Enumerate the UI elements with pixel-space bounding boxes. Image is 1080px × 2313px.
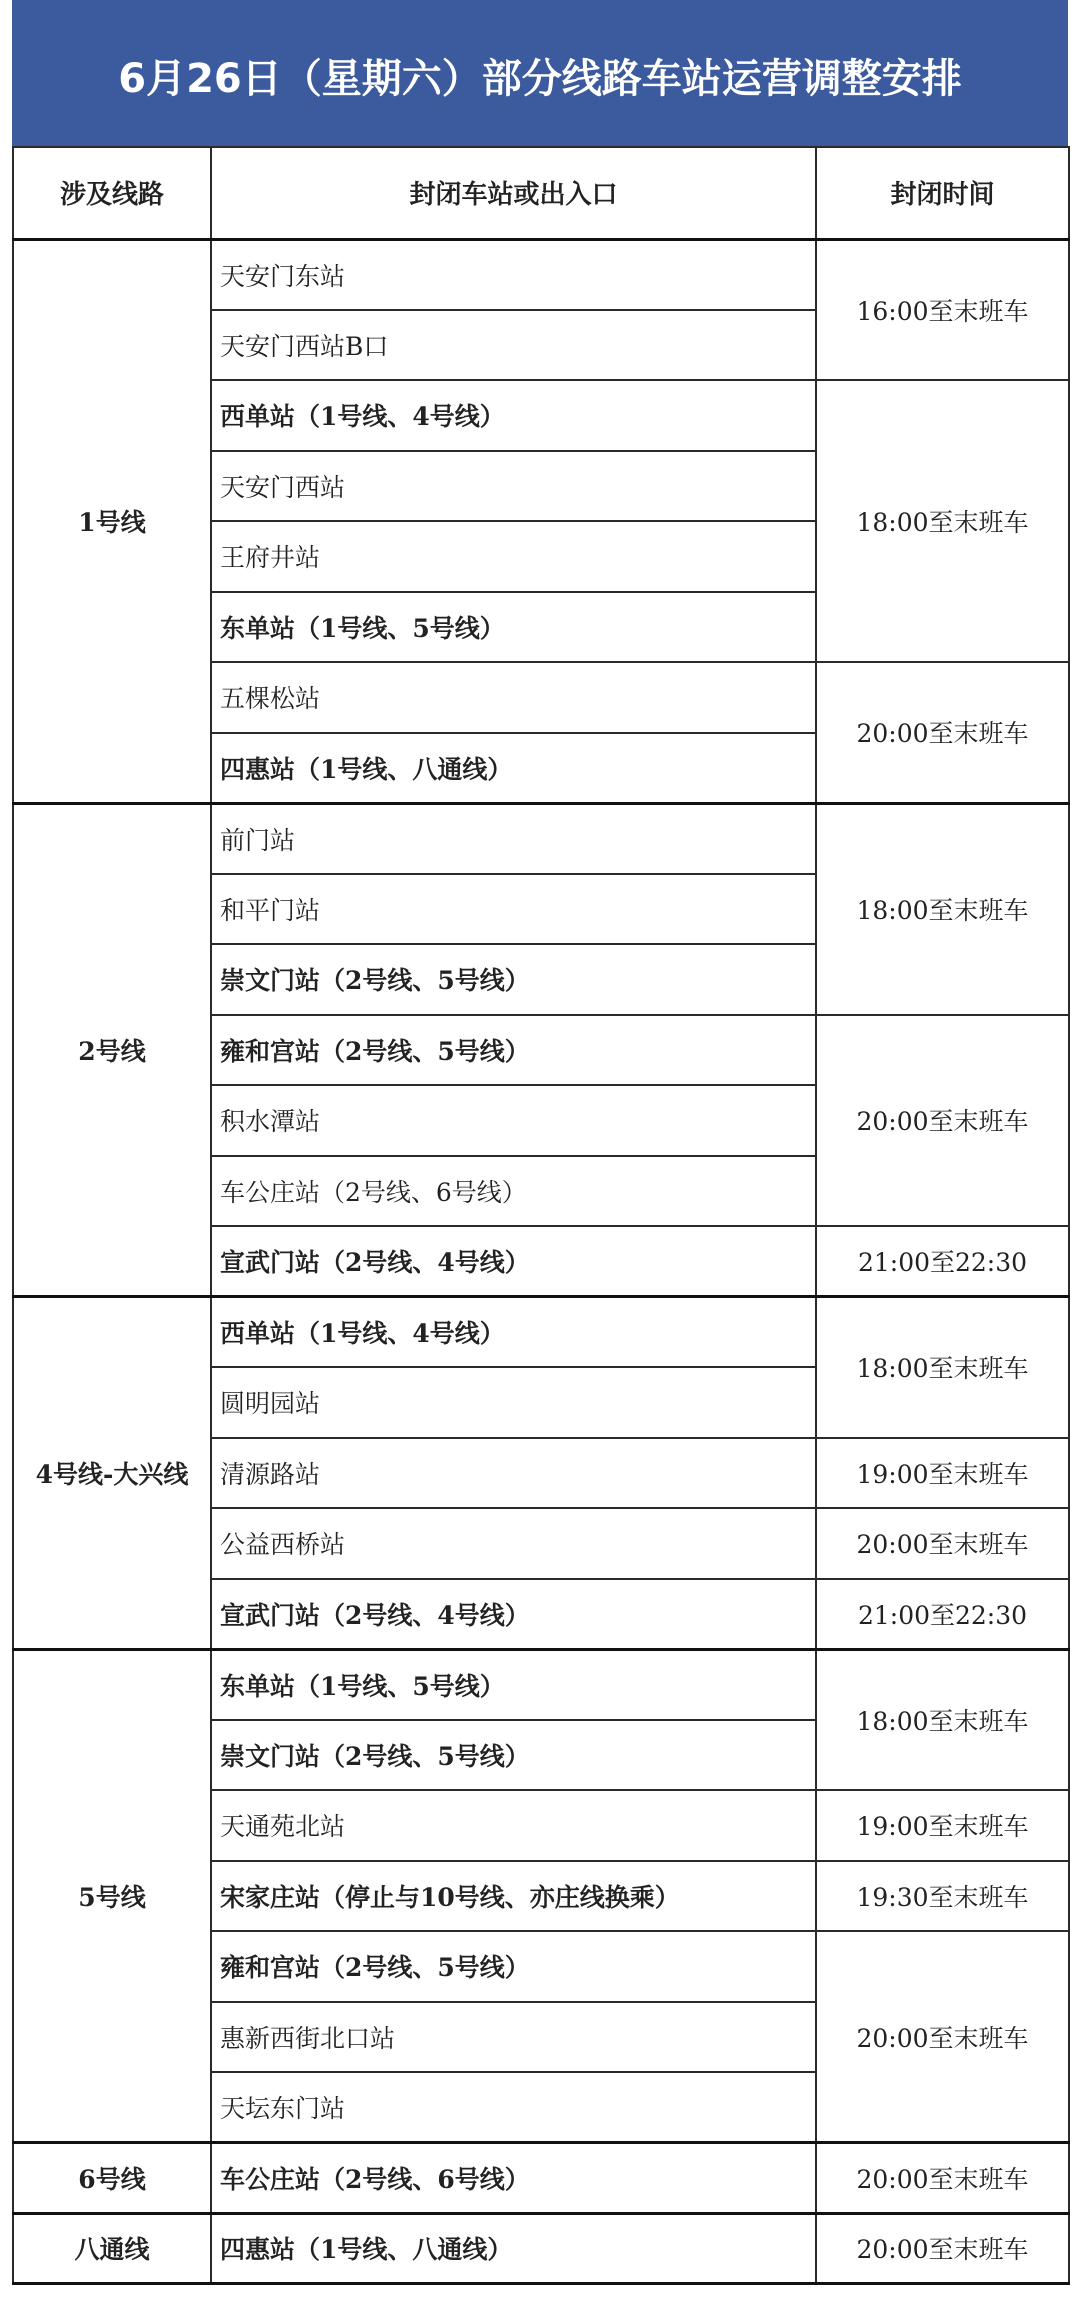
header-station: 封闭车站或出入口 — [211, 147, 816, 239]
line-cell: 1号线 — [13, 239, 211, 803]
station-cell: 王府井站 — [211, 521, 816, 592]
station-cell: 惠新西街北口站 — [211, 2002, 816, 2073]
time-cell: 20:00至末班车 — [816, 1015, 1069, 1227]
time-cell: 18:00至末班车 — [816, 803, 1069, 1015]
station-cell: 车公庄站（2号线、6号线） — [211, 1156, 816, 1227]
line-cell: 4号线-大兴线 — [13, 1297, 211, 1650]
station-cell: 崇文门站（2号线、5号线） — [211, 944, 816, 1015]
time-cell: 20:00至末班车 — [816, 1508, 1069, 1579]
header-line: 涉及线路 — [13, 147, 211, 239]
time-cell: 20:00至末班车 — [816, 2213, 1069, 2284]
station-cell: 清源路站 — [211, 1438, 816, 1509]
station-cell: 四惠站（1号线、八通线） — [211, 733, 816, 804]
station-cell: 东单站（1号线、5号线） — [211, 1649, 816, 1720]
time-cell: 18:00至末班车 — [816, 1649, 1069, 1790]
line-cell: 2号线 — [13, 803, 211, 1297]
station-cell: 宣武门站（2号线、4号线） — [211, 1579, 816, 1650]
station-cell: 圆明园站 — [211, 1367, 816, 1438]
station-cell: 雍和宫站（2号线、5号线） — [211, 1015, 816, 1086]
station-cell: 天安门东站 — [211, 239, 816, 310]
station-cell: 雍和宫站（2号线、5号线） — [211, 1931, 816, 2002]
page-title: 6月26日（星期六）部分线路车站运营调整安排 — [12, 0, 1068, 146]
station-cell: 天安门西站 — [211, 451, 816, 522]
station-cell: 天通苑北站 — [211, 1790, 816, 1861]
time-cell: 19:30至末班车 — [816, 1861, 1069, 1932]
station-cell: 公益西桥站 — [211, 1508, 816, 1579]
table-row — [13, 1649, 1069, 1720]
time-cell: 18:00至末班车 — [816, 380, 1069, 662]
station-cell: 东单站（1号线、5号线） — [211, 592, 816, 663]
station-cell: 西单站（1号线、4号线） — [211, 1297, 816, 1368]
station-cell: 天坛东门站 — [211, 2072, 816, 2143]
time-cell: 20:00至末班车 — [816, 1931, 1069, 2143]
station-cell: 宋家庄站（停止与10号线、亦庄线换乘） — [211, 1861, 816, 1932]
header-row — [13, 147, 1069, 239]
time-cell: 21:00至22:30 — [816, 1226, 1069, 1297]
time-cell: 20:00至末班车 — [816, 662, 1069, 803]
table-row — [13, 2213, 1069, 2284]
station-cell: 和平门站 — [211, 874, 816, 945]
station-cell: 五棵松站 — [211, 662, 816, 733]
station-cell: 西单站（1号线、4号线） — [211, 380, 816, 451]
table-row — [13, 239, 1069, 310]
line-cell: 5号线 — [13, 1649, 211, 2143]
station-cell: 车公庄站（2号线、6号线） — [211, 2143, 816, 2214]
station-cell: 前门站 — [211, 803, 816, 874]
time-cell: 20:00至末班车 — [816, 2143, 1069, 2214]
line-cell: 八通线 — [13, 2213, 211, 2284]
station-cell: 天安门西站B口 — [211, 310, 816, 381]
time-cell: 19:00至末班车 — [816, 1790, 1069, 1861]
table-row — [13, 2143, 1069, 2214]
time-cell: 21:00至22:30 — [816, 1579, 1069, 1650]
line-cell: 6号线 — [13, 2143, 211, 2214]
time-cell: 19:00至末班车 — [816, 1438, 1069, 1509]
schedule-table — [12, 146, 1070, 2285]
station-cell: 宣武门站（2号线、4号线） — [211, 1226, 816, 1297]
time-cell: 16:00至末班车 — [816, 239, 1069, 380]
station-cell: 积水潭站 — [211, 1085, 816, 1156]
station-cell: 四惠站（1号线、八通线） — [211, 2213, 816, 2284]
station-cell: 崇文门站（2号线、5号线） — [211, 1720, 816, 1791]
table-body — [13, 239, 1069, 2284]
table-row — [13, 803, 1069, 874]
time-cell: 18:00至末班车 — [816, 1297, 1069, 1438]
table-row — [13, 1297, 1069, 1368]
header-time: 封闭时间 — [816, 147, 1069, 239]
